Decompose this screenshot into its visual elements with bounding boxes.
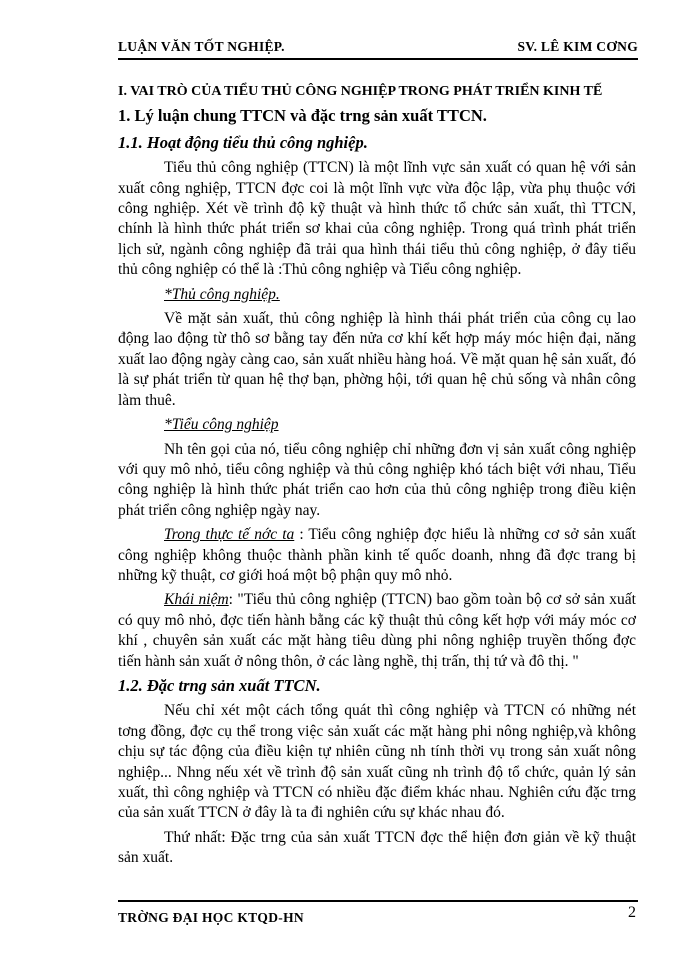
header-author: SV. LÊ KIM CƠNG: [517, 39, 638, 54]
paragraph-khai-niem-lead: Khái niệm: [164, 591, 229, 609]
footer-university: TRỜNG ĐẠI HỌC KTQD-HN: [118, 910, 304, 925]
subheading-thu-cong-label: *Thủ công nghiệp.: [164, 285, 280, 303]
paragraph-dac-trung: Nếu chỉ xét một cách tổng quát thì công nghiệp và TTCN có những nét tơng đồng, đợc cụ thể trong việc sản xuất các mặt hàng phi nông nghiệp,và không chịu sự tác động của điều kiện tự nhiên cũng nh tính thời vụ trong sản xuất nông nghiệp... Nhng nếu xét về trình độ sản xuất cũng nh trình độ tổ chức, quản lý sản xuất, thì công nghiệp và TTCN có nhiều đặc điểm khác nhau. Nghiên cứu đặc trng của sản xuất TTCN ở đây là ta đi nghiên cứu sự khác nhau đó.: [118, 702, 636, 822]
paragraph-thuc-te-body: : Tiểu công nghiệp đợc hiểu là những cơ sở sản xuất công nghiệp không thuộc thành phần kinh tế quốc doanh, nhng đã đợc trang bị những kỹ thuật, cơ giới hoá một bộ phận quy mô nhỏ.: [118, 526, 636, 584]
document-body: [118, 82, 636, 873]
subheading-tieu-cong-label: *Tiểu công nghiệp: [164, 416, 279, 434]
paragraph-thu-cong: Về mặt sản xuất, thủ công nghiệp là hình thái phát triển của công cụ lao động lao động từ thô sơ bằng tay đến nửa cơ khí kết hợp máy móc hiện đại, năng xuất lao động ngày càng cao, sản xuất nhiều hàng hoá. Về mặt quan hệ sản xuất, đó là sự phát triển từ quan hệ thợ bạn, phờng hội, tới quan hệ chủ sống và nhân công làm thuê.: [118, 310, 636, 409]
header-thesis-label: LUẬN VĂN TỐT NGHIỆP.: [118, 39, 285, 54]
subheading-tieu-cong-nghiep: [164, 415, 636, 435]
paragraph-tieu-cong: Nh tên gọi của nó, tiểu công nghiệp chỉ những đơn vị sản xuất công nghiệp với quy mô nhỏ, tiểu công nghiệp và thủ công nghiệp khó tách biệt với nhau, Tiểu công nghiệp là hình thức phát triển cao hơn của thủ công nghiệp trong điều kiện phát triển công nghiệp ngày nay.: [118, 440, 636, 519]
page-number: 2: [628, 904, 636, 921]
section-title: I. VAI TRÒ CỦA TIỂU THỦ CÔNG NGHIỆP TRONG PHÁT TRIỂN KINH TẾ: [118, 84, 603, 99]
page-header: [118, 36, 638, 60]
paragraph-khai-niem-body: : "Tiểu thủ công nghiệp (TTCN) bao gồm toàn bộ cơ sở sản xuất có quy mô nhỏ, đợc tiến hành bằng các kỹ thuật thủ công kết hợp với máy móc cơ khí , chuyên sản xuất các mặt hàng tiêu dùng phi nông nghiệp truyền thống đợc tiến hành sản xuất ở nông thôn, ở các làng nghề, thị trấn, thị tứ và đô thị. ": [118, 591, 636, 670]
paragraph-thuc-te-lead: Trong thực tế nớc ta: [164, 526, 295, 544]
subheading-thu-cong-nghiep: [164, 285, 636, 305]
paragraph-thuc-te: [118, 525, 636, 586]
subsection-title: 1. Lý luận chung TTCN và đặc trng sản xuất TTCN.: [118, 106, 487, 126]
paragraph-thu-nhat: Thứ nhất: Đặc trng của sản xuất TTCN đợc thể hiện đơn giản về kỹ thuật sản xuất.: [118, 828, 636, 867]
heading-1-2: 1.2. Đặc trng sản xuất TTCN.: [118, 675, 321, 695]
paragraph-khai-niem: [118, 590, 636, 672]
page-footer: [118, 900, 638, 926]
heading-1-1: 1.1. Hoạt động tiểu thủ công nghiệp.: [118, 132, 368, 152]
paragraph-intro: Tiểu thủ công nghiệp (TTCN) là một lĩnh vực sản xuất có quan hệ với sản xuất công nghiệp, TTCN đợc coi là một lĩnh vực vừa độc lập, vừa phụ thuộc với công nghiệp. Xét về trình độ kỹ thuật và hình thức tổ chức sản xuất, thì TTCN, chính là hình thức phát triển sơ khai của công nghiệp. Trong quá trình phát triển lịch sử, ngành công nghiệp đã trải qua hình thái tiểu thủ công nghiệp, ở đây tiểu thủ công nghiệp có thể là :Thủ công nghiệp và Tiểu công nghiệp.: [118, 159, 636, 279]
